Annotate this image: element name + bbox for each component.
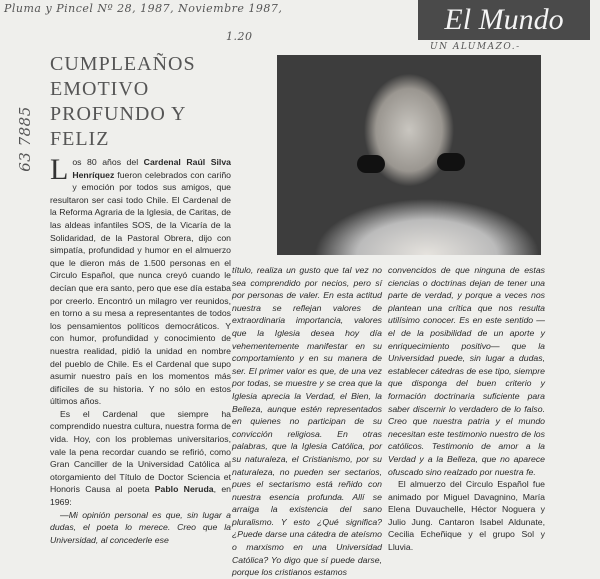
article-column-3 <box>388 264 545 554</box>
headline-line: EMOTIVO <box>50 78 150 100</box>
handwritten-subtitle: UN ALUMAZO.- <box>430 42 521 52</box>
text: fueron celebrados con cariño y emoción por todos sus amigos, que resultaron ser casi todo Chile. El Cardenal de la Reforma Agraria de la Iglesia, de Caritas, de las aldeas infantiles SOS, de la Vicaría de la Solidaridad, de la Pastoral Obrera, dijo con simpatía, profundidad y humor en el almuerzo que le dieron más de 1.500 personas en el Circulo Español, que nunca creyó cuando le decían que era santo, pero que ese día estaba por creerlo. Encontró un milagro ver reunidos, en torno a su mesa a representantes de todos los pensamientos políticos democráticos. Y con humor, profundidad y conocimiento de nuestra realidad, pidió la unidad en nombre del pueblo de Chile. Es el Cardenal que supo asumir nuestro país en los momentos más difíciles de su historia. Y no sólo en estos últimos años. <box>50 169 231 407</box>
article-column-2 <box>232 264 382 579</box>
cardinal-photo <box>277 55 541 255</box>
paragraph: El almuerzo del Circulo Español fue animado por Miguel Davagnino, María Elena Duvauchelle, Héctor Noguera y Julio Jung. Cantaron Isabel Aldunate, Cecilia Echeñique y el grupo Sol y Lluvia. <box>388 479 545 553</box>
cardinal-name: Cardenal Raúl Silva Henríquez <box>72 157 231 180</box>
text: Es el Cardenal que siempre ha comprendido nuestra cultura, nuestra forma de vida. Hoy, con los problemas universitarios, vale la pena recordar cuando se refirió, como Gran Canciller de la Universidad Católica al otorgamiento del Título de Doctor Sciencia et Honoris Causa al poeta <box>50 408 231 495</box>
text: , en 1969: <box>50 484 231 508</box>
drop-cap: L <box>50 153 69 186</box>
quote-paragraph: convencidos de que ninguna de estas ciencias o doctrinas dejan de tener una parte de verdad, y porque a veces nos plantean una crítica que nos resulta utilísimo conocer. Es en este sentido —el de la posibilidad de un aporte y enriquecimiento positivo— que la Universidad puede, sin lugar a dudas, establecer cátedras de ese tipo, siempre que disponga del buen criterio y formación doctrinaria suficiente para saber discernir lo verdadero de lo falso. Creo que nuestra patria y el mundo necesitan este testimonio nuestro de los católicos. Testimonio de amor a la Verdad y a la Belleza, que no aparece ofuscado sino realzado por nuestra fe. <box>388 265 545 477</box>
handwritten-price: 1.20 <box>226 30 253 43</box>
quote-paragraph: —Mi opinión personal es que, sin lugar a dudas, el poeta lo merece. Creo que la Universidad, al concederle ese <box>50 509 231 545</box>
quote-paragraph: título, realiza un gusto que tal vez no sea comprendido por necios, pero sí por personas de valer. En esta actitud nuestra se reflejan valores de extraordinaria importancia, valores que la Iglesia desea hoy día vehementemente manifestar en su comportamiento y en su manera de ser. El primer valor es que, de una vez por todas, se muestre y se crea que la Iglesia aprecia la Verdad, el Bien, la Belleza, aunque estén representados en quienes no participan de su convicción religiosa. En otras palabras, que la Iglesia Católica, por su naturaleza, el Cristianismo, por su naturaleza, no pueden ser sectarios, pues el sectarismo está reñido con nuestra esencia profunda. Allí se arraiga la existencia del sano pluralismo. Y esto ¿Qué significa? ¿Puede darse una cátedra de ateísmo o marxismo en una Universidad Católica? Yo digo que sí puede darse, porque los cristianos estamos <box>232 265 382 578</box>
headline-line: FELIZ <box>50 128 110 150</box>
handwritten-source-note: Pluma y Pincel Nº 28, 1987, Noviembre 1987, <box>4 2 283 15</box>
headline <box>50 52 250 152</box>
headline-line: PROFUNDO Y <box>50 103 187 125</box>
headline-line: CUMPLEAÑOS <box>50 53 196 75</box>
paragraph <box>50 153 231 408</box>
masthead-el-mundo: El Mundo <box>418 0 590 40</box>
handwritten-catalog-number: 63 7885 <box>15 106 34 172</box>
article-column-1 <box>50 153 231 546</box>
poet-name: Pablo Neruda <box>154 484 214 495</box>
text: os 80 años del <box>72 157 144 167</box>
microphone-icon <box>437 153 465 171</box>
paragraph <box>50 408 231 509</box>
microphone-icon <box>357 155 385 173</box>
